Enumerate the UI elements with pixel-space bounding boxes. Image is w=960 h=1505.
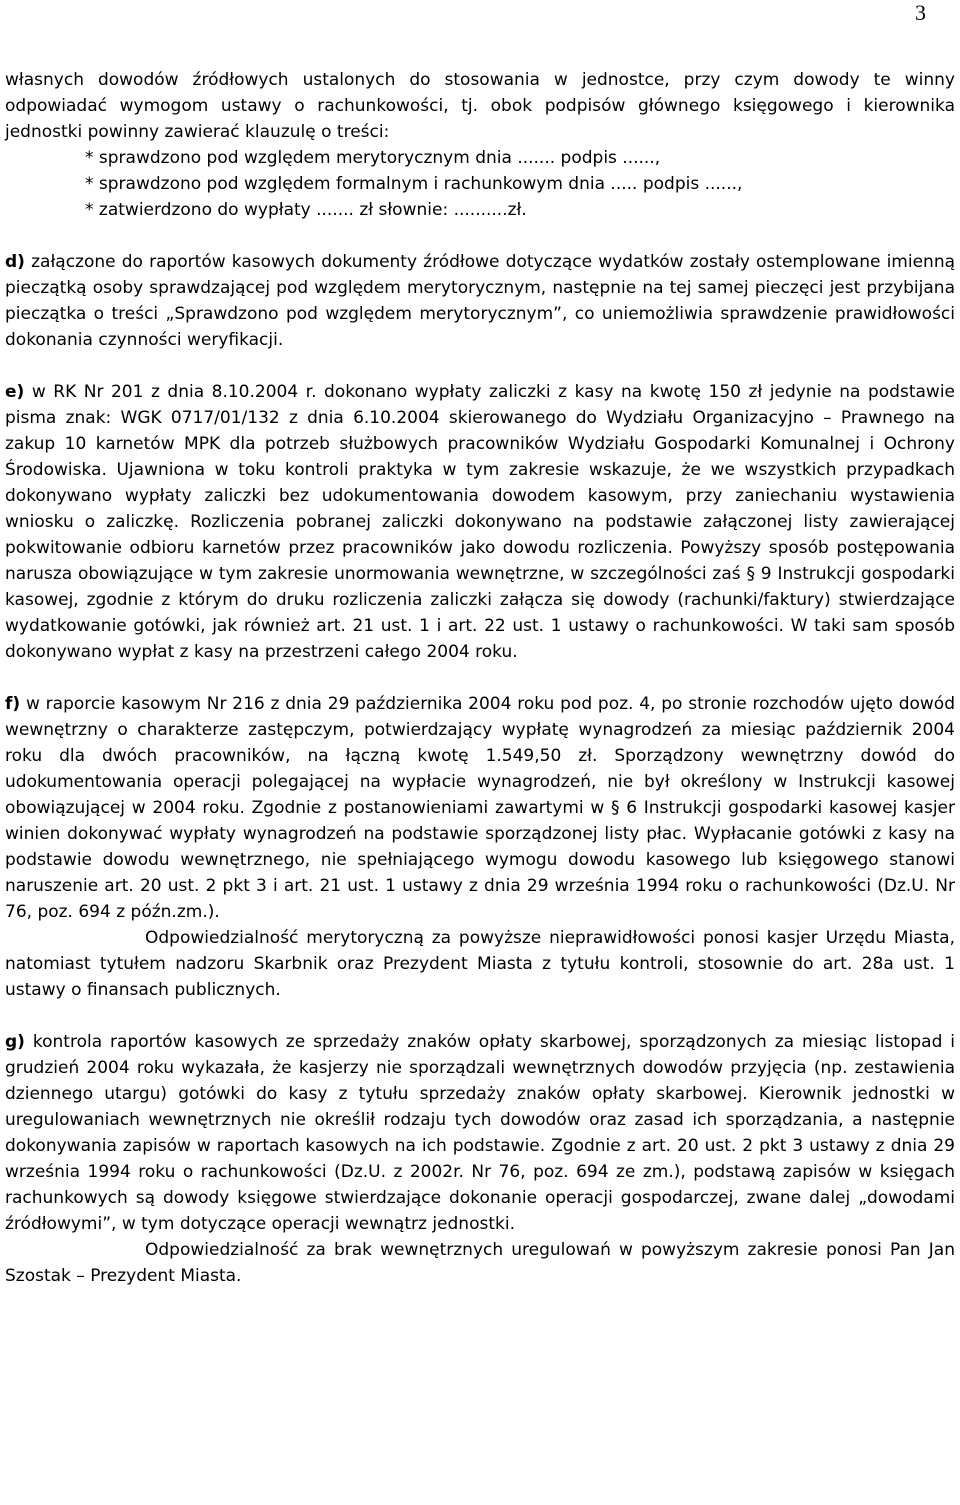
clause-formal: * sprawdzono pod względem formalnym i rachunkowym dnia ..... podpis ......, — [85, 174, 743, 194]
section-d-label: d) — [5, 252, 25, 272]
section-d — [5, 249, 955, 353]
clause-merit: * sprawdzono pod względem merytorycznym dnia ....... podpis ......, — [85, 148, 661, 168]
section-g — [5, 1029, 955, 1237]
section-e-text: w RK Nr 201 z dnia 8.10.2004 r. dokonano wypłaty zaliczki z kasy na kwotę 150 zł jedynie na podstawie pisma znak: WGK 0717/01/132 z dnia 6.10.2004 skierowanego do Wydziału Organizacyjno – Prawnego na zakup 10 karnetów MPK dla potrzeb służbowych pracowników Wydziału Gospodarki Komunalnej i Ochrony Środowiska. Ujawniona w toku kontroli praktyka w tym zakresie wskazuje, że we wszystkich przypadkach dokonywano wypłaty zaliczki bez udokumentowania dowodem kasowym, przy zaniechaniu wystawienia wniosku o zaliczkę. Rozliczenia pobranej zaliczki dokonywano na podstawie załączonej listy zawierającej pokwitowanie odbioru karnetów przez pracowników jako dowodu rozliczenia. Powyższy sposób postępowania narusza obowiązujące w tym zakresie unormowania wewnętrzne, w szczególności zaś § 9 Instrukcji gospodarki kasowej, zgodnie z którym do druku rozliczenia zaliczki załącza się dowody (rachunki/faktury) stwierdzające wydatkowanie gotówki, jak również art. 21 ust. 1 i art. 22 ust. 1 ustawy o rachunkowości. W taki sam sposób dokonywano wypłat z kasy na przestrzeni całego 2004 roku. — [5, 382, 956, 662]
section-g-label: g) — [5, 1032, 25, 1052]
section-f — [5, 691, 955, 925]
section-e-label: e) — [5, 382, 25, 402]
section-d-text: załączone do raportów kasowych dokumenty źródłowe dotyczące wydatków zostały ostemplowane imienną pieczątką osoby sprawdzającej pod względem merytorycznym, następnie na tej samej pieczęci jest przybijana pieczątka o treści „Sprawdzono pod względem merytorycznym”, co uniemożliwia sprawdzenie prawidłowości dokonania czynności weryfikacji. — [5, 252, 956, 350]
clause-approval: * zatwierdzono do wypłaty ....... zł słownie: ..........zł. — [85, 200, 527, 220]
section-e — [5, 379, 955, 665]
clause-list — [5, 145, 955, 223]
section-g-responsibility: Odpowiedzialność za brak wewnętrznych uregulowań w powyższym zakresie ponosi Pan Jan Szostak – Prezydent Miasta. — [5, 1240, 955, 1286]
page-number: 3 — [915, 0, 926, 25]
section-g-text: kontrola raportów kasowych ze sprzedaży znaków opłaty skarbowej, sporządzonych za miesiąc listopad i grudzień 2004 roku wykazała, że kasjerzy nie sporządzali wewnętrznych dowodów przyjęcia (np. zestawienia dziennego utargu) gotówki do kasy z tytułu sprzedaży znaków opłaty skarbowej. Kierownik jednostki w uregulowaniach wewnętrznych nie określił rodzaju tych dowodów oraz zasad ich sporządzania, a następnie dokonywania zapisów w raportach kasowych na ich podstawie. Zgodnie z art. 20 ust. 2 pkt 3 ustawy z dnia 29 września 1994 roku o rachunkowości (Dz.U. z 2002r. Nr 76, poz. 694 ze zm.), podstawą zapisów w księgach rachunkowych są dowody księgowe stwierdzające dokonanie operacji gospodarczej, zwane dalej „dowodami źródłowymi”, w tym dotyczące operacji wewnątrz jednostki. — [5, 1032, 956, 1234]
section-f-label: f) — [5, 694, 21, 714]
intro-paragraph: własnych dowodów źródłowych ustalonych do stosowania w jednostce, przy czym dowody te winny odpowiadać wymogom ustawy o rachunkowości, tj. obok podpisów głównego księgowego i kierownika jednostki powinny zawierać klauzulę o treści: — [5, 70, 955, 142]
document-body — [5, 67, 955, 1289]
section-f-text: w raporcie kasowym Nr 216 z dnia 29 października 2004 roku pod poz. 4, po stronie rozchodów ujęto dowód wewnętrzny o charakterze zastępczym, potwierdzający wypłatę wynagrodzeń za miesiąc październik 2004 roku dla dwóch pracowników, na łączną kwotę 1.549,50 zł. Sporządzony wewnętrzny dowód do udokumentowania operacji polegającej na wypłacie wynagrodzeń, nie był określony w Instrukcji kasowej obowiązującej w 2004 roku. Zgodnie z postanowieniami zawartymi w § 6 Instrukcji gospodarki kasowej kasjer winien dokonywać wypłaty wynagrodzeń na podstawie sporządzonej listy płac. Wypłacanie gotówki z kasy na podstawie dowodu wewnętrznego, nie spełniającego wymogu dowodu kasowego lub księgowego stanowi naruszenie art. 20 ust. 2 pkt 3 i art. 21 ust. 1 ustawy z dnia 29 września 1994 roku o rachunkowości (Dz.U. Nr 76, poz. 694 z późn.zm.). — [5, 694, 955, 922]
section-f-responsibility: Odpowiedzialność merytoryczną za powyższe nieprawidłowości ponosi kasjer Urzędu Miasta, natomiast tytułem nadzoru Skarbnik oraz Prezydent Miasta z tytułu kontroli, stosownie do art. 28a ust. 1 ustawy o finansach publicznych. — [5, 928, 955, 1000]
